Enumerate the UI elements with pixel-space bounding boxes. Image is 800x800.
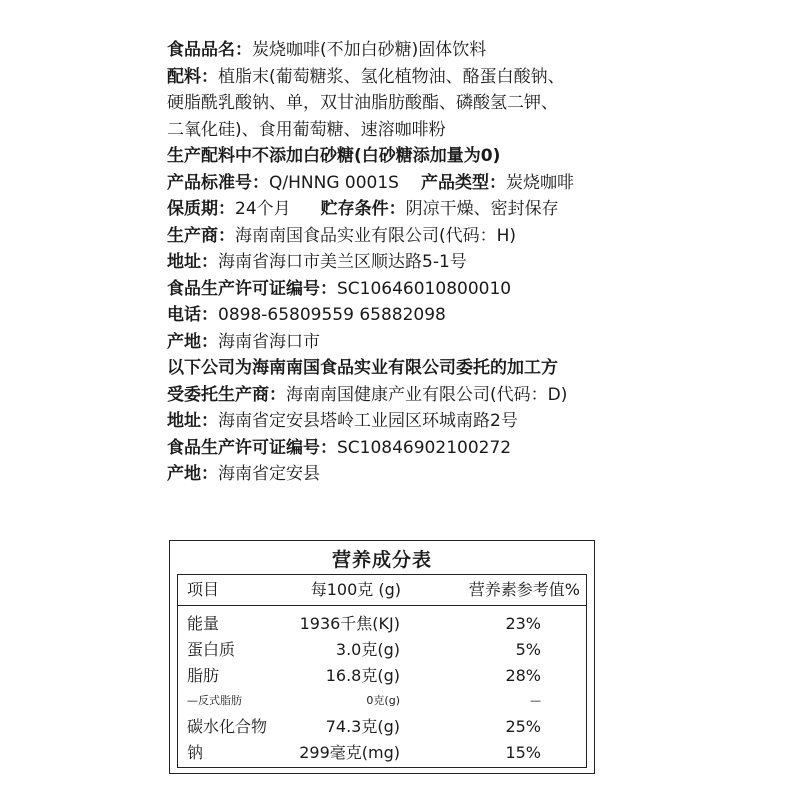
row-nrv: 23% [505,614,541,633]
nutrition-row-sodium [178,741,586,765]
row-nrv: 15% [505,743,541,762]
nutrition-row-energy [178,612,586,636]
standard-type-line [167,170,767,197]
standard-label: 产品标准号： [167,172,269,193]
nutrition-row-carbohydrate [178,715,586,739]
origin-line-2 [167,461,767,488]
type-label: 产品类型： [420,172,506,193]
standard-value: Q/HNNG 0001S [269,172,399,193]
license-value-1: SC10646010800010 [337,278,512,299]
storage-label: 贮存条件： [320,199,406,219]
row-amount: 0克(g) [366,694,400,707]
row-item: —反式脂肪 [187,694,242,707]
header-item: 项目 [187,580,220,599]
row-nrv: 25% [505,717,541,736]
product-name-value: 炭烧咖啡(不加白砂糖)固体饮料 [252,40,487,60]
contractor-label: 受委托生产商： [167,384,286,405]
ingredients-text-3: 二氧化硅)、食用葡萄糖、速溶咖啡粉 [167,119,446,140]
row-nrv: 28% [505,666,541,685]
license-line-1 [167,276,767,303]
type-value: 炭烧咖啡 [505,172,574,193]
phone-label: 电话： [167,305,218,325]
row-amount: 3.0克(g) [335,640,400,659]
shelf-life-value: 24个月 [235,199,291,219]
no-sugar-note: 生产配料中不添加白砂糖(白砂糖添加量为0) [167,146,501,166]
nutrition-row-fat [178,664,586,688]
row-item: 蛋白质 [187,640,236,659]
storage-value: 阴凉干燥、密封保存 [405,199,559,219]
nutrition-row-trans-fat [178,689,586,713]
license-line-2 [167,435,767,462]
origin-value-2: 海南省定安县 [218,464,320,484]
license-label-2: 食品生产许可证编号： [167,437,337,458]
origin-label-2: 产地： [167,464,218,484]
product-name-label: 食品品名： [167,40,252,60]
row-amount: 299毫克(mg) [299,743,400,762]
nutrition-table-title: 营养成分表 [331,549,432,571]
nutrition-row-protein [178,638,586,662]
origin-value-1: 海南省海口市 [218,331,320,352]
product-info [167,37,767,488]
ingredients-text-2: 硬脂酰乳酸钠、单，双甘油脂肪酸酯、磷酸氢二钾、 [167,93,558,113]
contractor-value: 海南南国健康产业有限公司(代码：D) [286,384,568,405]
product-name-line [167,37,767,64]
ingredients-line-2 [167,90,767,117]
ingredients-line-3 [167,117,767,144]
row-item: 钠 [187,743,204,762]
address-line-2 [167,408,767,435]
header-amount: 每100克 (g) [310,580,401,599]
origin-line-1 [167,329,767,356]
address-label-1: 地址： [167,252,218,272]
phone-line [167,302,767,329]
address-label-2: 地址： [167,411,218,431]
nutrition-table-body [177,574,587,768]
ingredients-label: 配料： [167,66,218,87]
nutrition-header-row [178,575,586,606]
phone-value: 0898-65809559 65882098 [218,305,446,325]
row-amount: 1936千焦(KJ) [299,614,400,633]
license-value-2: SC10846902100272 [337,437,512,458]
address-value-2: 海南省定安县塔岭工业园区环城南路2号 [218,411,518,431]
row-amount: 74.3克(g) [325,717,400,736]
commission-note: 以下公司为海南南国食品实业有限公司委托的加工方 [167,358,558,378]
nutrition-table [169,540,595,774]
ingredients-line-1 [167,64,767,91]
ingredients-text-1: 植脂末(葡萄糖浆、氢化植物油、酪蛋白酸钠、 [218,66,565,87]
license-label-1: 食品生产许可证编号： [167,278,337,299]
maker-line [167,223,767,250]
maker-label: 生产商： [167,225,235,246]
header-nrv: 营养素参考值% [468,580,580,599]
row-item: 脂肪 [187,666,220,685]
maker-value: 海南南国食品实业有限公司(代码：H) [235,225,517,246]
row-item: 碳水化合物 [187,717,268,736]
shelf-life-label: 保质期： [167,199,235,219]
address-value-1: 海南省海口市美兰区顺达路5-1号 [218,252,467,272]
row-nrv: 5% [515,640,541,659]
shelf-storage-line [167,196,767,223]
address-line-1 [167,249,767,276]
row-nrv: — [530,694,541,707]
row-amount: 16.8克(g) [325,666,400,685]
row-item: 能量 [187,614,220,633]
origin-label-1: 产地： [167,331,218,352]
contractor-line [167,382,767,409]
